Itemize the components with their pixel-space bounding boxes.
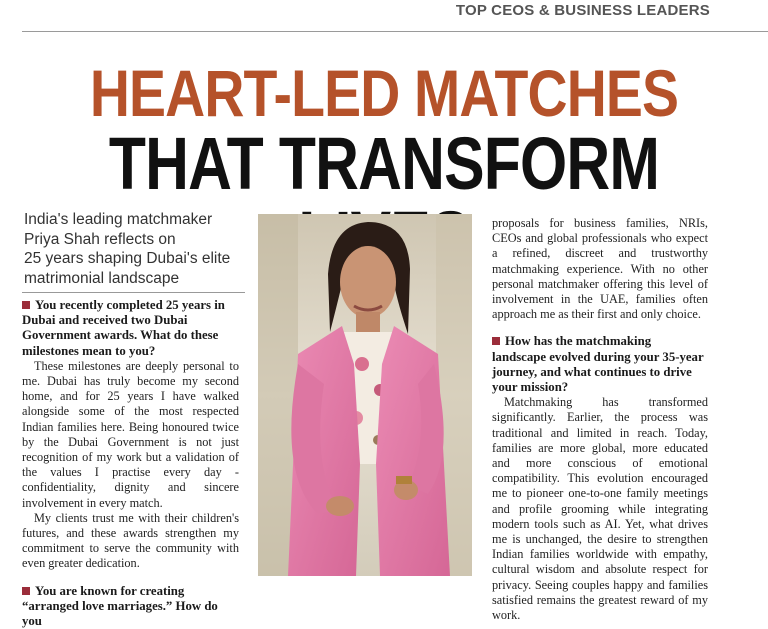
square-bullet-icon xyxy=(22,587,30,595)
standfirst-line: 25 years shaping Dubai's elite xyxy=(24,250,231,267)
portrait-photo xyxy=(258,214,472,576)
answer-3: Matchmaking has transformed significantly. Earlier, the process was traditional and limited in reach. Today, families are more global, more educated and more conscious of emotional compatibility. This evolution encouraged me to pioneer one-to-one family meetings and profile grooming while integrating modern tools such as AI. Yet, what drives me is unchanged, the desire to strengthen Indian families worldwide with empathy, cultural wisdom and absolute respect for privacy. Seeing couples happy and families satisfied remains the greatest reward of my work. xyxy=(492,395,708,623)
left-column xyxy=(22,298,239,629)
portrait-illustration xyxy=(258,214,472,576)
header-rule xyxy=(22,31,768,32)
standfirst-line: India's leading matchmaker xyxy=(24,211,213,228)
question-1 xyxy=(22,298,239,359)
question-2-text: You are known for creating “arranged love marriages.” How do you xyxy=(22,583,218,629)
standfirst-line: matrimonial landscape xyxy=(24,269,180,287)
headline-line-1: HEART-LED MATCHES xyxy=(89,56,679,130)
standfirst-line: Priya Shah reflects on xyxy=(24,230,176,248)
answer-continued: proposals for business families, NRIs, CEOs and global professionals who expect a refined, discreet and trustworthy matchmaking experience. With no other personal matchmaker offering this level of involvement in the UAE, families often approach me as their first and only choice. xyxy=(492,216,708,322)
question-3 xyxy=(492,334,708,395)
square-bullet-icon xyxy=(492,337,500,345)
question-3-text: How has the matchmaking landscape evolved during your 35-year journey, and what continues to drive your mission? xyxy=(492,334,704,395)
square-bullet-icon xyxy=(22,301,30,309)
standfirst-divider xyxy=(22,292,245,293)
spacer xyxy=(492,322,708,334)
right-column xyxy=(492,216,708,623)
headline-line-2: THAT TRANSFORM xyxy=(108,122,660,205)
answer-1-paragraph-2: My clients trust me with their children's futures, and these awards strengthen my commitment to serve the community with even greater dedication. xyxy=(22,510,239,571)
spacer xyxy=(22,572,239,584)
standfirst xyxy=(24,210,234,288)
section-label: TOP CEOS & BUSINESS LEADERS xyxy=(455,2,710,19)
question-2 xyxy=(22,584,239,629)
question-1-text: You recently completed 25 years in Dubai and received two Dubai Government awards. What do these milestones mean to you? xyxy=(22,298,225,358)
answer-1-paragraph-1: These milestones are deeply personal to me. Dubai has truly become my second home, and for 25 years I have walked alongside some of the most respected Indian families here. Being honoured twice by the Dubai Government is not just recognition of my work but a validation of the values I practise every day - confidentiality, dignity and sincere involvement in every match. xyxy=(22,358,239,510)
